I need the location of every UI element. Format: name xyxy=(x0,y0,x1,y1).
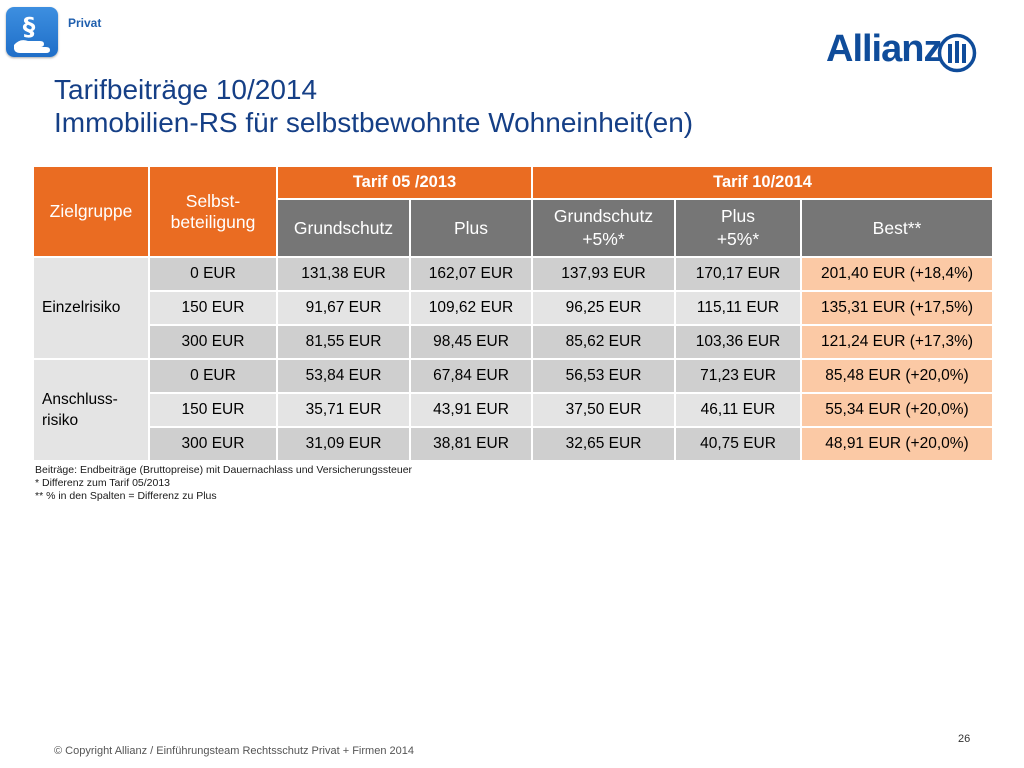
subheader-grundschutz-5-line1: Grundschutz xyxy=(553,206,654,226)
page-number: 26 xyxy=(958,733,971,745)
cell-plus: 38,81 EUR xyxy=(411,428,531,460)
subheader-plus-5 xyxy=(676,200,800,256)
group-anschlussrisiko xyxy=(34,360,148,460)
header-selbstbeteiligung-line1: Selbst- xyxy=(185,190,241,211)
subheader-plus-5-line2: +5%* xyxy=(716,229,760,249)
table-row xyxy=(34,428,992,460)
allianz-logo-text: Allianz xyxy=(826,28,942,70)
cell-grundschutz: 31,09 EUR xyxy=(278,428,409,460)
cell-plus-5: 71,23 EUR xyxy=(676,360,800,392)
table-row xyxy=(34,326,992,358)
cell-best: 48,91 EUR (+20,0%) xyxy=(802,428,992,460)
cell-plus-5: 46,11 EUR xyxy=(676,394,800,426)
allianz-eagle-logo-icon xyxy=(937,33,977,78)
cell-plus-5: 170,17 EUR xyxy=(676,258,800,290)
group-anschlussrisiko-line1: Anschluss- xyxy=(42,391,118,408)
paragraph-hand-icon xyxy=(6,7,58,57)
cell-plus: 98,45 EUR xyxy=(411,326,531,358)
footnote-line: * Differenz zum Tarif 05/2013 xyxy=(35,477,171,489)
cell-grundschutz: 35,71 EUR xyxy=(278,394,409,426)
cell-grundschutz: 131,38 EUR xyxy=(278,258,409,290)
copyright-footer: © Copyright Allianz / Einführungsteam Rechtsschutz Privat + Firmen 2014 xyxy=(54,745,414,757)
footnote-line: ** % in den Spalten = Differenz zu Plus xyxy=(35,490,217,502)
price-table xyxy=(32,165,994,462)
footnote-line: Beiträge: Endbeiträge (Bruttopreise) mit Dauernachlass und Versicherungssteuer xyxy=(35,464,413,476)
subheader-best: Best** xyxy=(802,200,992,256)
subheader-grundschutz: Grundschutz xyxy=(278,200,409,256)
cell-selbstbeteiligung: 0 EUR xyxy=(150,258,276,290)
title-line-2: Immobilien-RS für selbstbewohnte Wohneinheit(en) xyxy=(54,107,694,138)
subheader-grundschutz-5 xyxy=(533,200,674,256)
table-row xyxy=(34,394,992,426)
subheader-plus: Plus xyxy=(411,200,531,256)
cell-best: 121,24 EUR (+17,3%) xyxy=(802,326,992,358)
cell-best: 201,40 EUR (+18,4%) xyxy=(802,258,992,290)
cell-plus-5: 40,75 EUR xyxy=(676,428,800,460)
page-title xyxy=(54,73,693,139)
header-zielgruppe: Zielgruppe xyxy=(34,167,148,256)
cell-selbstbeteiligung: 0 EUR xyxy=(150,360,276,392)
subheader-grundschutz-5-line2: +5%* xyxy=(582,229,625,249)
cell-plus-5: 115,11 EUR xyxy=(676,292,800,324)
header-tarif-2013: Tarif 05 /2013 xyxy=(278,167,531,198)
cell-grundschutz: 91,67 EUR xyxy=(278,292,409,324)
cell-grundschutz-5: 85,62 EUR xyxy=(533,326,674,358)
cell-grundschutz: 81,55 EUR xyxy=(278,326,409,358)
cell-selbstbeteiligung: 300 EUR xyxy=(150,428,276,460)
cell-plus: 109,62 EUR xyxy=(411,292,531,324)
cell-grundschutz-5: 56,53 EUR xyxy=(533,360,674,392)
cell-selbstbeteiligung: 150 EUR xyxy=(150,394,276,426)
cell-best: 55,34 EUR (+20,0%) xyxy=(802,394,992,426)
cell-grundschutz-5: 96,25 EUR xyxy=(533,292,674,324)
group-einzelrisiko: Einzelrisiko xyxy=(34,258,148,358)
cell-plus-5: 103,36 EUR xyxy=(676,326,800,358)
subheader-plus-5-line1: Plus xyxy=(720,206,756,226)
cell-selbstbeteiligung: 300 EUR xyxy=(150,326,276,358)
header-selbstbeteiligung-line2: beteiligung xyxy=(170,211,256,232)
cell-plus: 162,07 EUR xyxy=(411,258,531,290)
header-selbstbeteiligung xyxy=(150,167,276,256)
table-row xyxy=(34,360,992,392)
table-row xyxy=(34,292,992,324)
cell-grundschutz-5: 32,65 EUR xyxy=(533,428,674,460)
cell-best: 85,48 EUR (+20,0%) xyxy=(802,360,992,392)
group-anschlussrisiko-line2: risiko xyxy=(42,412,79,429)
cell-selbstbeteiligung: 150 EUR xyxy=(150,292,276,324)
header-tarif-2014: Tarif 10/2014 xyxy=(533,167,992,198)
footnotes xyxy=(35,464,412,503)
title-line-1: Tarifbeiträge 10/2014 xyxy=(54,74,318,105)
section-label: Privat xyxy=(68,16,102,30)
cell-grundschutz-5: 37,50 EUR xyxy=(533,394,674,426)
svg-text:§: § xyxy=(22,12,36,41)
cell-grundschutz: 53,84 EUR xyxy=(278,360,409,392)
cell-best: 135,31 EUR (+17,5%) xyxy=(802,292,992,324)
table-row xyxy=(34,258,992,290)
cell-plus: 67,84 EUR xyxy=(411,360,531,392)
cell-plus: 43,91 EUR xyxy=(411,394,531,426)
cell-grundschutz-5: 137,93 EUR xyxy=(533,258,674,290)
